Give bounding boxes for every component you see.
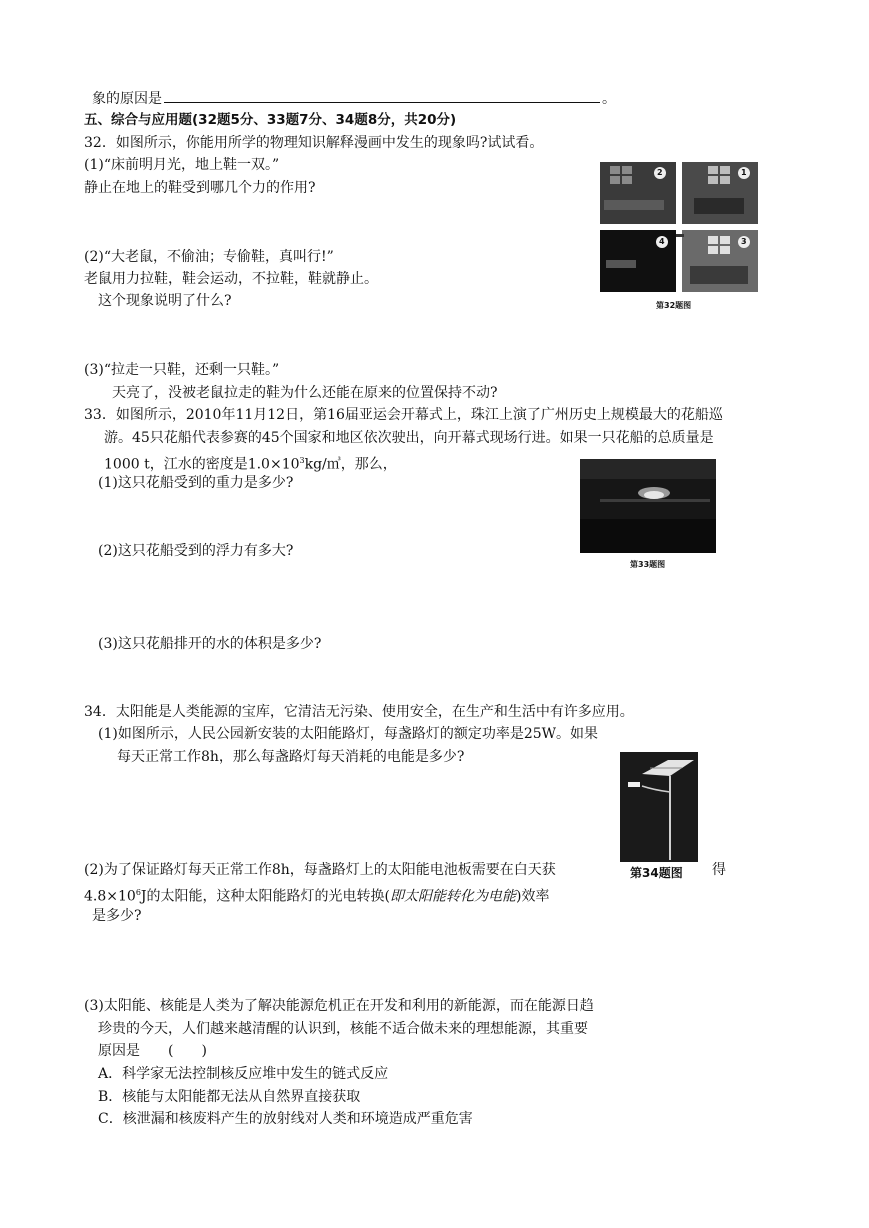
q33-mass-density-text: 1000 t，江水的密度是1.0×10	[104, 456, 300, 473]
q34-part3-line3: 原因是 ( )	[98, 1043, 207, 1059]
q34-efficiency-text: )效率	[515, 888, 550, 905]
option-c[interactable]: C．核泄漏和核废料产生的放射线对人类和环境造成严重危害	[98, 1111, 473, 1127]
q34-part1-line2: 每天正常工作8h，那么每盏路灯每天消耗的电能是多少?	[117, 749, 465, 765]
fig32-panel-number: 3	[741, 237, 747, 246]
option-b[interactable]: B．核能与太阳能都无法从自然界直接获取	[98, 1089, 361, 1105]
q32-part2-question: 这个现象说明了什么?	[98, 293, 232, 309]
q32-part3-question: 天亮了，没被老鼠拉走的鞋为什么还能在原来的位置保持不动?	[112, 385, 498, 401]
section-five-heading: 五、综合与应用题(32题5分、33题7分、34题8分，共20分)	[84, 112, 457, 128]
q34-part3-line2: 珍贵的今天，人们越来越清醒的认识到，核能不适合做未来的理想能源，其重要	[98, 1021, 588, 1037]
q34-exponent: 6	[135, 888, 141, 897]
fig32-comic	[598, 160, 760, 294]
q33-stem-line1: 33．如图所示，2010年11月12日，第16届亚运会开幕式上，珠江上演了广州历史上规模最大的花船巡	[84, 407, 723, 423]
q32-stem: 32．如图所示，你能用所学的物理知识解释漫画中发生的现象吗?试试看。	[84, 135, 544, 151]
q31-tail-line	[92, 88, 616, 108]
q32-part2-quote: (2)“大老鼠，不偷油；专偷鞋，真叫行!”	[84, 249, 334, 265]
q34-stem: 34．太阳能是人类能源的宝库，它清洁无污染、使用安全，在生产和生活中有许多应用。	[84, 704, 634, 720]
q33-part1: (1)这只花船受到的重力是多少?	[98, 475, 294, 491]
q33-stem-line3	[104, 452, 397, 474]
fig32-comic-drawing	[598, 160, 760, 294]
q32-part1-quote: (1)“床前明月光，地上鞋一双。”	[84, 157, 280, 173]
fig32-panel-number: 2	[657, 168, 663, 177]
fig33-photo	[580, 459, 716, 553]
q34-part2-line2	[84, 884, 549, 906]
q33-stem-line2: 游。45只花船代表参赛的45个国家和地区依次驶出，向开幕式现场行进。如果一只花船的总质量是	[104, 430, 714, 446]
fig34-caption: 第34题图	[630, 866, 683, 880]
fig34-photo-drawing	[620, 752, 698, 862]
fig32-caption: 第32题图	[656, 301, 692, 310]
q34-part2-line3: 是多少?	[92, 908, 142, 924]
fig32-panel-number: 1	[741, 168, 747, 177]
q31-tail-period: 。	[602, 91, 616, 107]
q34-italic-note: 即太阳能转化为电能	[389, 888, 516, 905]
fig33-caption: 第33题图	[630, 560, 666, 569]
q33-part3: (3)这只花船排开的水的体积是多少?	[98, 636, 322, 652]
q34-part3-line1: (3)太阳能、核能是人类为了解决能源危机正在开发和利用的新能源，而在能源日趋	[84, 998, 594, 1014]
q34-part1-line1: (1)如图所示，人民公园新安装的太阳能路灯，每盏路灯的额定功率是25W。如果	[98, 726, 599, 742]
option-a[interactable]: A．科学家无法控制核反应堆中发生的链式反应	[98, 1066, 389, 1082]
fig32-panel-number: 4	[659, 237, 665, 246]
q34-part2-trailing-char: 得	[712, 862, 726, 878]
fig34-photo	[620, 752, 698, 862]
q33-part2: (2)这只花船受到的浮力有多大?	[98, 543, 294, 559]
q34-energy-text: 4.8×10	[84, 888, 136, 905]
q32-part1-question: 静止在地上的鞋受到哪几个力的作用?	[84, 180, 316, 196]
q33-units-text: kg/㎥，那么，	[304, 456, 397, 473]
q34-conversion-text: J的太阳能，这种太阳能路灯的光电转换(	[140, 888, 390, 905]
q33-exponent: 3	[299, 456, 305, 465]
q31-tail-text: 象的原因是	[92, 91, 162, 107]
answer-blank[interactable]	[164, 88, 600, 103]
fig33-photo-drawing	[580, 459, 716, 553]
q32-part2-text: 老鼠用力拉鞋，鞋会运动，不拉鞋，鞋就静止。	[84, 271, 378, 287]
q34-part2-line1: (2)为了保证路灯每天正常工作8h，每盏路灯上的太阳能电池板需要在白天获	[84, 862, 556, 878]
q32-part3-quote: (3)“拉走一只鞋，还剩一只鞋。”	[84, 362, 280, 378]
